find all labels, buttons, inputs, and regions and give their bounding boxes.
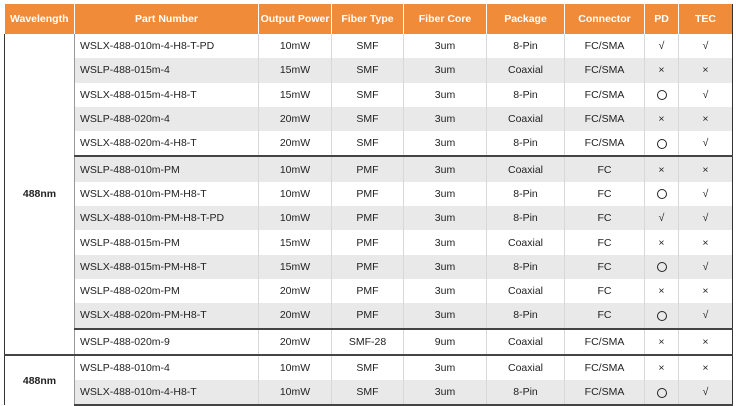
connector-cell: FC [565,279,645,303]
output-power-cell: 20mW [259,303,332,328]
part-number-cell: WSLX-488-010m-4-H8-T-PD [75,34,259,58]
tec-cell: √ [679,255,733,279]
part-number-cell: WSLP-488-020m-PM [75,279,259,303]
tec-cell: × [679,279,733,303]
pd-cell: √ [645,34,679,58]
package-cell: 8-Pin [487,34,565,58]
part-number-cell: WSLP-488-020m-9 [75,329,259,355]
output-power-cell: 15mW [259,230,332,254]
fiber-core-cell: 3um [404,230,487,254]
package-cell: Coaxial [487,156,565,181]
header-fiber-type: Fiber Type [332,4,404,34]
package-cell: Coaxial [487,355,565,380]
fiber-type-cell: SMF [332,355,404,380]
output-power-cell: 10mW [259,34,332,58]
table-row [5,34,733,58]
table-body [5,34,733,405]
pd-cell: × [645,279,679,303]
fiber-core-cell: 3um [404,255,487,279]
header-part-number: Part Number [75,4,259,34]
tec-cell: × [679,58,733,82]
fiber-type-cell: SMF [332,58,404,82]
connector-cell: FC/SMA [565,329,645,355]
output-power-cell: 15mW [259,255,332,279]
output-power-cell: 10mW [259,206,332,230]
fiber-core-cell: 3um [404,182,487,206]
tec-cell: × [679,329,733,355]
tec-cell: √ [679,34,733,58]
fiber-type-cell: PMF [332,182,404,206]
package-cell: Coaxial [487,230,565,254]
fiber-core-cell: 3um [404,58,487,82]
fiber-core-cell: 3um [404,303,487,328]
wavelength-cell: 488nm [5,355,75,406]
optional-circle-icon [657,262,667,272]
pd-cell: × [645,355,679,380]
fiber-type-cell: PMF [332,303,404,328]
optional-circle-icon [657,311,667,321]
fiber-type-cell: SMF [332,83,404,107]
pd-cell: × [645,156,679,181]
pd-cell [645,255,679,279]
package-cell: 8-Pin [487,206,565,230]
header-output-power: Output Power [259,4,332,34]
pd-cell [645,380,679,405]
package-cell: 8-Pin [487,131,565,156]
package-cell: 8-Pin [487,303,565,328]
connector-cell: FC/SMA [565,58,645,82]
table-row [5,182,733,206]
fiber-core-cell: 3um [404,279,487,303]
optional-circle-icon [657,139,667,149]
fiber-core-cell: 3um [404,380,487,405]
part-number-cell: WSLX-488-020m-4-H8-T [75,131,259,156]
output-power-cell: 20mW [259,131,332,156]
header-wavelength: Wavelength [5,4,75,34]
pd-cell: × [645,58,679,82]
fiber-type-cell: PMF [332,206,404,230]
fiber-type-cell: PMF [332,255,404,279]
part-number-cell: WSLP-488-020m-4 [75,107,259,131]
package-cell: 8-Pin [487,255,565,279]
package-cell: Coaxial [487,329,565,355]
header-pd: PD [645,4,679,34]
package-cell: 8-Pin [487,380,565,405]
connector-cell: FC/SMA [565,131,645,156]
tec-cell: √ [679,83,733,107]
part-number-cell: WSLX-488-010m-PM-H8-T [75,182,259,206]
table-row [5,83,733,107]
table-row [5,107,733,131]
output-power-cell: 10mW [259,156,332,181]
pd-cell [645,83,679,107]
fiber-core-cell: 3um [404,34,487,58]
fiber-core-cell: 3um [404,131,487,156]
header-connector: Connector [565,4,645,34]
connector-cell: FC/SMA [565,380,645,405]
tec-cell: × [679,355,733,380]
table-row [5,329,733,355]
product-spec-table [4,4,733,406]
fiber-core-cell: 3um [404,107,487,131]
output-power-cell: 20mW [259,279,332,303]
tec-cell: √ [679,182,733,206]
connector-cell: FC/SMA [565,355,645,380]
optional-circle-icon [657,90,667,100]
part-number-cell: WSLX-488-015m-PM-H8-T [75,255,259,279]
tec-cell: √ [679,131,733,156]
optional-circle-icon [657,388,667,398]
table-row [5,303,733,328]
fiber-core-cell: 9um [404,329,487,355]
tec-cell: √ [679,380,733,405]
fiber-type-cell: PMF [332,279,404,303]
output-power-cell: 20mW [259,329,332,355]
package-cell: 8-Pin [487,182,565,206]
part-number-cell: WSLP-488-015m-PM [75,230,259,254]
tec-cell: × [679,156,733,181]
fiber-type-cell: SMF [332,380,404,405]
output-power-cell: 15mW [259,83,332,107]
table-row [5,230,733,254]
table-row [5,355,733,380]
part-number-cell: WSLX-488-020m-PM-H8-T [75,303,259,328]
header-tec: TEC [679,4,733,34]
header-row [5,4,733,34]
fiber-type-cell: SMF [332,131,404,156]
connector-cell: FC/SMA [565,34,645,58]
fiber-type-cell: SMF [332,34,404,58]
tec-cell: √ [679,303,733,328]
pd-cell [645,131,679,156]
table-row [5,380,733,405]
part-number-cell: WSLP-488-010m-PM [75,156,259,181]
package-cell: 8-Pin [487,83,565,107]
connector-cell: FC [565,303,645,328]
pd-cell [645,303,679,328]
tec-cell: × [679,107,733,131]
part-number-cell: WSLX-488-010m-PM-H8-T-PD [75,206,259,230]
output-power-cell: 20mW [259,107,332,131]
output-power-cell: 10mW [259,182,332,206]
fiber-type-cell: PMF [332,230,404,254]
part-number-cell: WSLX-488-015m-4-H8-T [75,83,259,107]
connector-cell: FC [565,230,645,254]
part-number-cell: WSLX-488-010m-4-H8-T [75,380,259,405]
connector-cell: FC [565,182,645,206]
fiber-type-cell: SMF [332,107,404,131]
pd-cell [645,182,679,206]
table-row [5,131,733,156]
pd-cell: √ [645,206,679,230]
fiber-core-cell: 3um [404,206,487,230]
header-fiber-core: Fiber Core [404,4,487,34]
fiber-core-cell: 3um [404,83,487,107]
header-package: Package [487,4,565,34]
pd-cell: × [645,329,679,355]
fiber-type-cell: PMF [332,156,404,181]
tec-cell: × [679,230,733,254]
pd-cell: × [645,230,679,254]
part-number-cell: WSLP-488-015m-4 [75,58,259,82]
wavelength-cell: 488nm [5,34,75,355]
fiber-type-cell: SMF-28 [332,329,404,355]
package-cell: Coaxial [487,279,565,303]
connector-cell: FC [565,156,645,181]
pd-cell: × [645,107,679,131]
package-cell: Coaxial [487,58,565,82]
connector-cell: FC [565,255,645,279]
output-power-cell: 15mW [259,58,332,82]
table-row [5,58,733,82]
output-power-cell: 10mW [259,355,332,380]
part-number-cell: WSLP-488-010m-4 [75,355,259,380]
fiber-core-cell: 3um [404,355,487,380]
connector-cell: FC [565,206,645,230]
connector-cell: FC/SMA [565,83,645,107]
connector-cell: FC/SMA [565,107,645,131]
package-cell: Coaxial [487,107,565,131]
table-row [5,279,733,303]
optional-circle-icon [657,189,667,199]
output-power-cell: 10mW [259,380,332,405]
fiber-core-cell: 3um [404,156,487,181]
table-row [5,156,733,181]
table-row [5,206,733,230]
tec-cell: √ [679,206,733,230]
table-row [5,255,733,279]
